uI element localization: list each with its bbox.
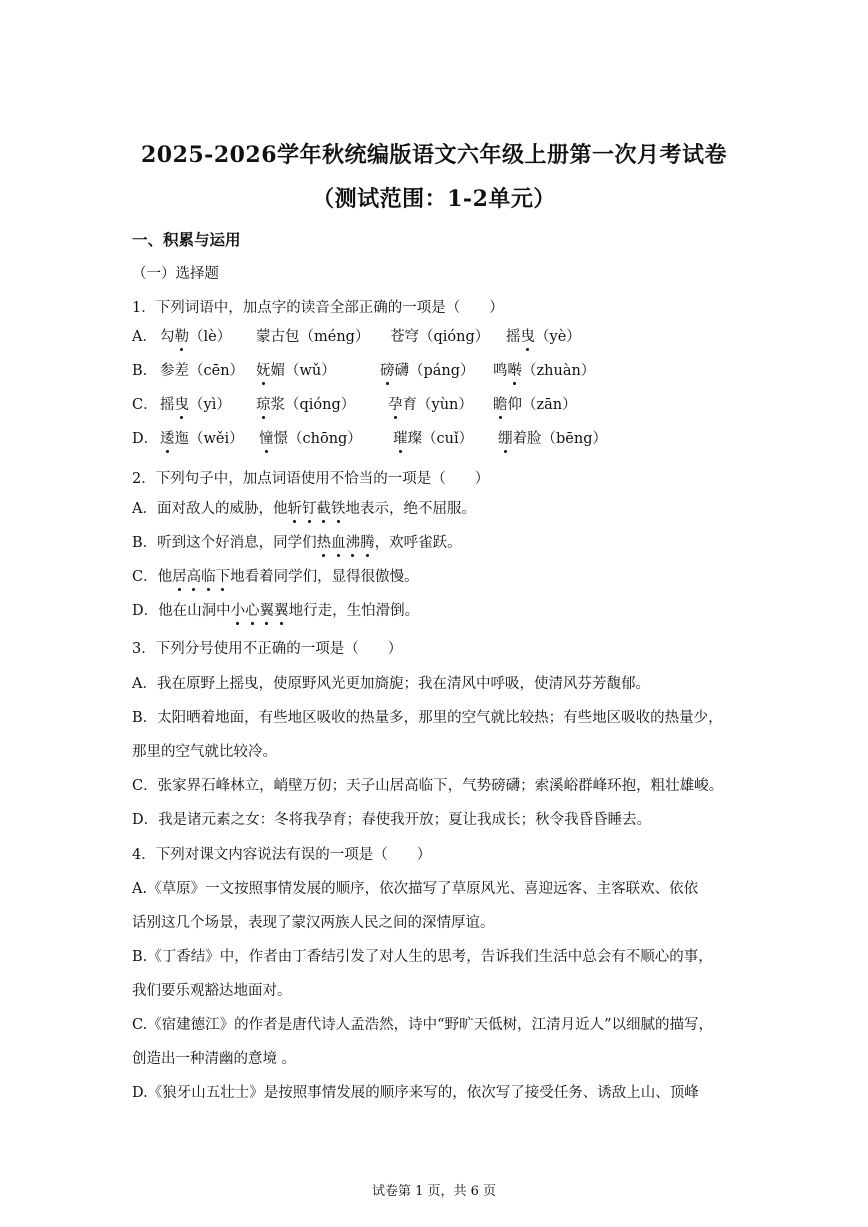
word-item: 摇曳（yì） bbox=[160, 397, 231, 413]
question-1-stem: 1．下列词语中，加点字的读音全部正确的一项是（ ） bbox=[132, 300, 504, 316]
dotted-phrase bbox=[172, 569, 230, 585]
option-label: C． bbox=[132, 397, 158, 413]
dotted-char: 心 bbox=[245, 603, 260, 619]
dotted-phrase bbox=[287, 501, 345, 517]
question-2-option-b: B．听到这个好消息，同学们热血沸腾，欢呼雀跃。 bbox=[132, 535, 462, 551]
question-4-option-b-line2: 我们要乐观豁达地面对。 bbox=[132, 983, 292, 999]
question-2-option-d: D．他在山洞中小心翼翼地行走，生怕滑倒。 bbox=[132, 603, 420, 619]
page-footer: 试卷第 1 页，共 6 页 bbox=[371, 1184, 497, 1199]
dotted-char: 截 bbox=[316, 501, 331, 517]
word-item: 憧憬（chōng） bbox=[259, 431, 362, 447]
dotted-char: 曳 bbox=[520, 329, 535, 345]
dotted-char: 逶 bbox=[160, 431, 175, 447]
question-3-option-c: C．张家界石峰林立，峭壁万仞；天子山居高临下，气势磅礴；索溪峪群峰环抱，粗壮雄峻。 bbox=[132, 778, 724, 794]
question-2-stem: 2．下列句子中，加点词语使用不恰当的一项是（ ） bbox=[132, 471, 490, 487]
dotted-char: 铁 bbox=[330, 501, 346, 517]
question-4-option-c-line2: 创造出一种清幽的意境 。 bbox=[132, 1051, 297, 1067]
word-item: 妩媚（wǔ） bbox=[256, 363, 336, 379]
word-item: 琼浆（qióng） bbox=[256, 397, 356, 413]
word-item: 逶迤（wěi） bbox=[160, 431, 244, 447]
question-3-option-d: D．我是诸元素之女：冬将我孕育；春使我开放；夏让我成长；秋令我昏昏睡去。 bbox=[132, 812, 652, 828]
word-item: 璀璨（cuǐ） bbox=[393, 431, 474, 447]
dotted-char: 翼 bbox=[259, 603, 275, 619]
word-item: 绷着脸（bēng） bbox=[498, 431, 607, 447]
word-item: 勾勒（lè） bbox=[160, 329, 232, 345]
word-item: 蒙古包（méng） bbox=[256, 329, 370, 345]
option-label: A． bbox=[132, 329, 157, 345]
word-item: 瞻仰（zān） bbox=[493, 397, 577, 413]
dotted-char: 曳 bbox=[174, 397, 189, 413]
dotted-char: 啭 bbox=[507, 363, 522, 379]
dotted-char: 妩 bbox=[256, 363, 271, 379]
question-2-option-c: C．他居高临下地看着同学们，显得很傲慢。 bbox=[132, 569, 419, 585]
dotted-char: 翼 bbox=[274, 603, 289, 619]
option-label: D． bbox=[132, 431, 159, 447]
dotted-char: 高 bbox=[186, 569, 202, 585]
dotted-char: 绷 bbox=[498, 431, 513, 447]
dotted-char: 居 bbox=[172, 569, 187, 585]
dotted-char: 下 bbox=[215, 569, 231, 585]
dotted-char: 璀 bbox=[393, 431, 408, 447]
word-item: 苍穹（qióng） bbox=[390, 329, 490, 345]
dotted-char: 血 bbox=[331, 535, 346, 551]
word-item: 参差（cēn） bbox=[160, 363, 245, 379]
dotted-char: 斩 bbox=[287, 501, 302, 517]
dotted-char: 瞻 bbox=[493, 397, 508, 413]
dotted-char: 勒 bbox=[174, 329, 189, 345]
question-3-option-b-line2: 那里的空气就比较冷。 bbox=[132, 744, 277, 760]
word-item: 鸣啭（zhuàn） bbox=[493, 363, 596, 379]
question-4-option-d-line1: D.《狼牙山五壮士》是按照事情发展的顺序来写的，依次写了接受任务、诱敌上山、顶峰 bbox=[132, 1085, 699, 1101]
dotted-char: 热 bbox=[316, 535, 332, 551]
option-label: B． bbox=[132, 363, 158, 379]
question-4-option-c-line1: C.《宿建德江》的作者是唐代诗人孟浩然，诗中“野旷天低树，江清月近人”以细腻的描写， bbox=[132, 1017, 714, 1033]
question-3-option-b-line1: B．太阳晒着地面，有些地区吸收的热量多，那里的空气就比较热；有些地区吸收的热量少， bbox=[132, 710, 723, 726]
word-item: 孕育（yùn） bbox=[388, 397, 473, 413]
question-3-option-a: A．我在原野上摇曳，使原野风光更加旖旎；我在清风中呼吸，使清风芬芳馥郁。 bbox=[132, 676, 650, 692]
question-4-option-a-line2: 话别这几个场景，表现了蒙汉两族人民之间的深情厚谊。 bbox=[132, 915, 495, 931]
word-item: 摇曳（yè） bbox=[506, 329, 581, 345]
dotted-char: 孕 bbox=[388, 397, 403, 413]
section-heading: 一、积累与运用 bbox=[132, 230, 241, 249]
dotted-char: 钉 bbox=[301, 501, 317, 517]
dotted-char: 憧 bbox=[259, 431, 274, 447]
dotted-phrase bbox=[231, 603, 289, 619]
word-item: 磅礴（páng） bbox=[380, 363, 475, 379]
dotted-phrase bbox=[317, 535, 375, 551]
dotted-char: 沸 bbox=[345, 535, 361, 551]
question-4-option-b-line1: B.《丁香结》中，作者由丁香结引发了对人生的思考，告诉我们生活中总会有不顺心的事， bbox=[132, 949, 713, 965]
dotted-char: 琼 bbox=[256, 397, 271, 413]
dotted-char: 磅 bbox=[380, 363, 395, 379]
dotted-char: 小 bbox=[230, 603, 246, 619]
exam-subtitle: （测试范围：1-2单元） bbox=[312, 186, 556, 212]
question-3-stem: 3．下列分号使用不正确的一项是（ ） bbox=[132, 641, 403, 657]
question-4-stem: 4．下列对课文内容说法有误的一项是（ ） bbox=[132, 847, 432, 863]
question-4-option-a-line1: A.《草原》一文按照事情发展的顺序，依次描写了草原风光、喜迎远客、主客联欢、依依 bbox=[132, 881, 699, 897]
dotted-char: 腾 bbox=[360, 535, 375, 551]
subsection-heading: （一）选择题 bbox=[132, 266, 219, 282]
exam-title: 2025-2026学年秋统编版语文六年级上册第一次月考试卷 bbox=[140, 142, 728, 168]
dotted-char: 临 bbox=[201, 569, 216, 585]
question-2-option-a: A．面对敌人的威胁，他斩钉截铁地表示，绝不屈服。 bbox=[132, 501, 476, 517]
